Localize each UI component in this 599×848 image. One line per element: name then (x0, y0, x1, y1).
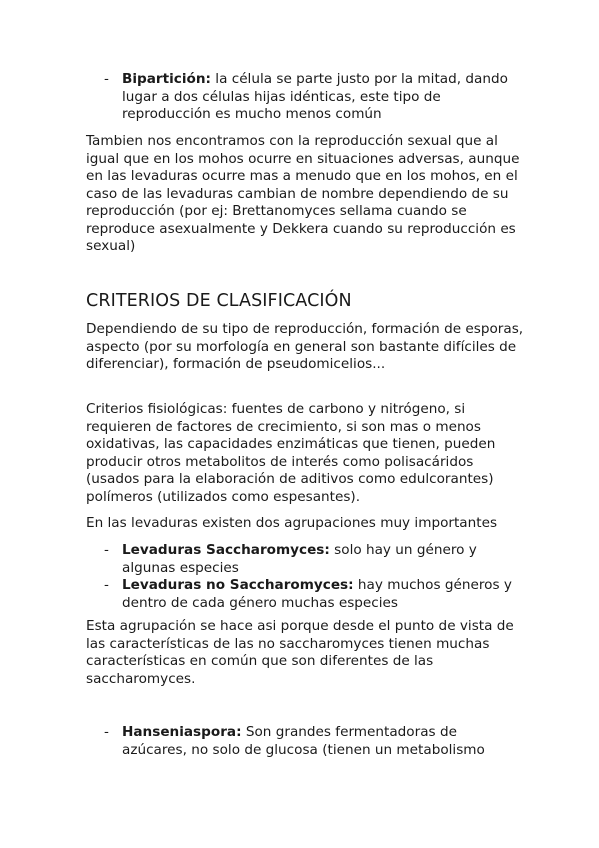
bullet-dash: - (104, 724, 109, 740)
bullet-dash: - (104, 577, 109, 593)
list-item-body (122, 542, 522, 577)
bullet-dash: - (104, 71, 109, 87)
list-item-body (122, 71, 522, 124)
list-item-text: Son grandes fermentadoras de azúcares, no solo de glucosa (tienen un metabolismo (122, 724, 485, 758)
list-item-body (122, 724, 522, 759)
paragraph-criterios-fisiologicos: Criterios fisiológicas: fuentes de carbono y nitrógeno, si requieren de factores de crecimiento, si son mas o menos oxidativas, las capacidades enzimáticas que tienen, pueden producir otros metabolitos de interés como polisacáridos (usados para la elaboración de aditivos como edulcorantes) polímeros (utilizados como espesantes). (86, 401, 496, 505)
list-item-body (122, 577, 522, 612)
list-item-text: la célula se parte justo por la mitad, dando lugar a dos células hijas idénticas, este tipo de reproducción es mucho menos común (122, 71, 508, 122)
list-item-text: hay muchos géneros y dentro de cada género muchas especies (122, 577, 512, 611)
list-item-text: solo hay un género y algunas especies (122, 542, 477, 576)
list-item-term: Levaduras no Saccharomyces: (122, 577, 354, 593)
list-item-term: Hanseniaspora: (122, 724, 242, 740)
paragraph-reproduccion-sexual: Tambien nos encontramos con la reproducción sexual que al igual que en los mohos ocurre en situaciones adversas, aunque en las levaduras ocurre mas a menudo que en los mohos, en el caso de las levaduras cambian de nombre dependiendo de su reproducción (por ej: Brettanomyces sellama cuando se reproduce asexualmente y Dekkera cuando su reproducción es sexual) (86, 133, 520, 254)
bullet-dash: - (104, 542, 109, 558)
paragraph-agrupaciones: En las levaduras existen dos agrupaciones muy importantes (86, 515, 498, 531)
paragraph-criterios-morfologicos: Dependiendo de su tipo de reproducción, formación de esporas, aspecto (por su morfología en general son bastante difíciles de diferenciar), formación de pseudomicelios... (86, 321, 524, 372)
paragraph-esta-agrupacion: Esta agrupación se hace asi porque desde el punto de vista de las características de las no saccharomyces tienen muchas características en común que son diferentes de las saccharomyces. (86, 618, 514, 687)
section-heading: CRITERIOS DE CLASIFICACIÓN (86, 291, 352, 311)
list-item-term: Bipartición: (122, 71, 211, 87)
list-item-term: Levaduras Saccharomyces: (122, 542, 330, 558)
